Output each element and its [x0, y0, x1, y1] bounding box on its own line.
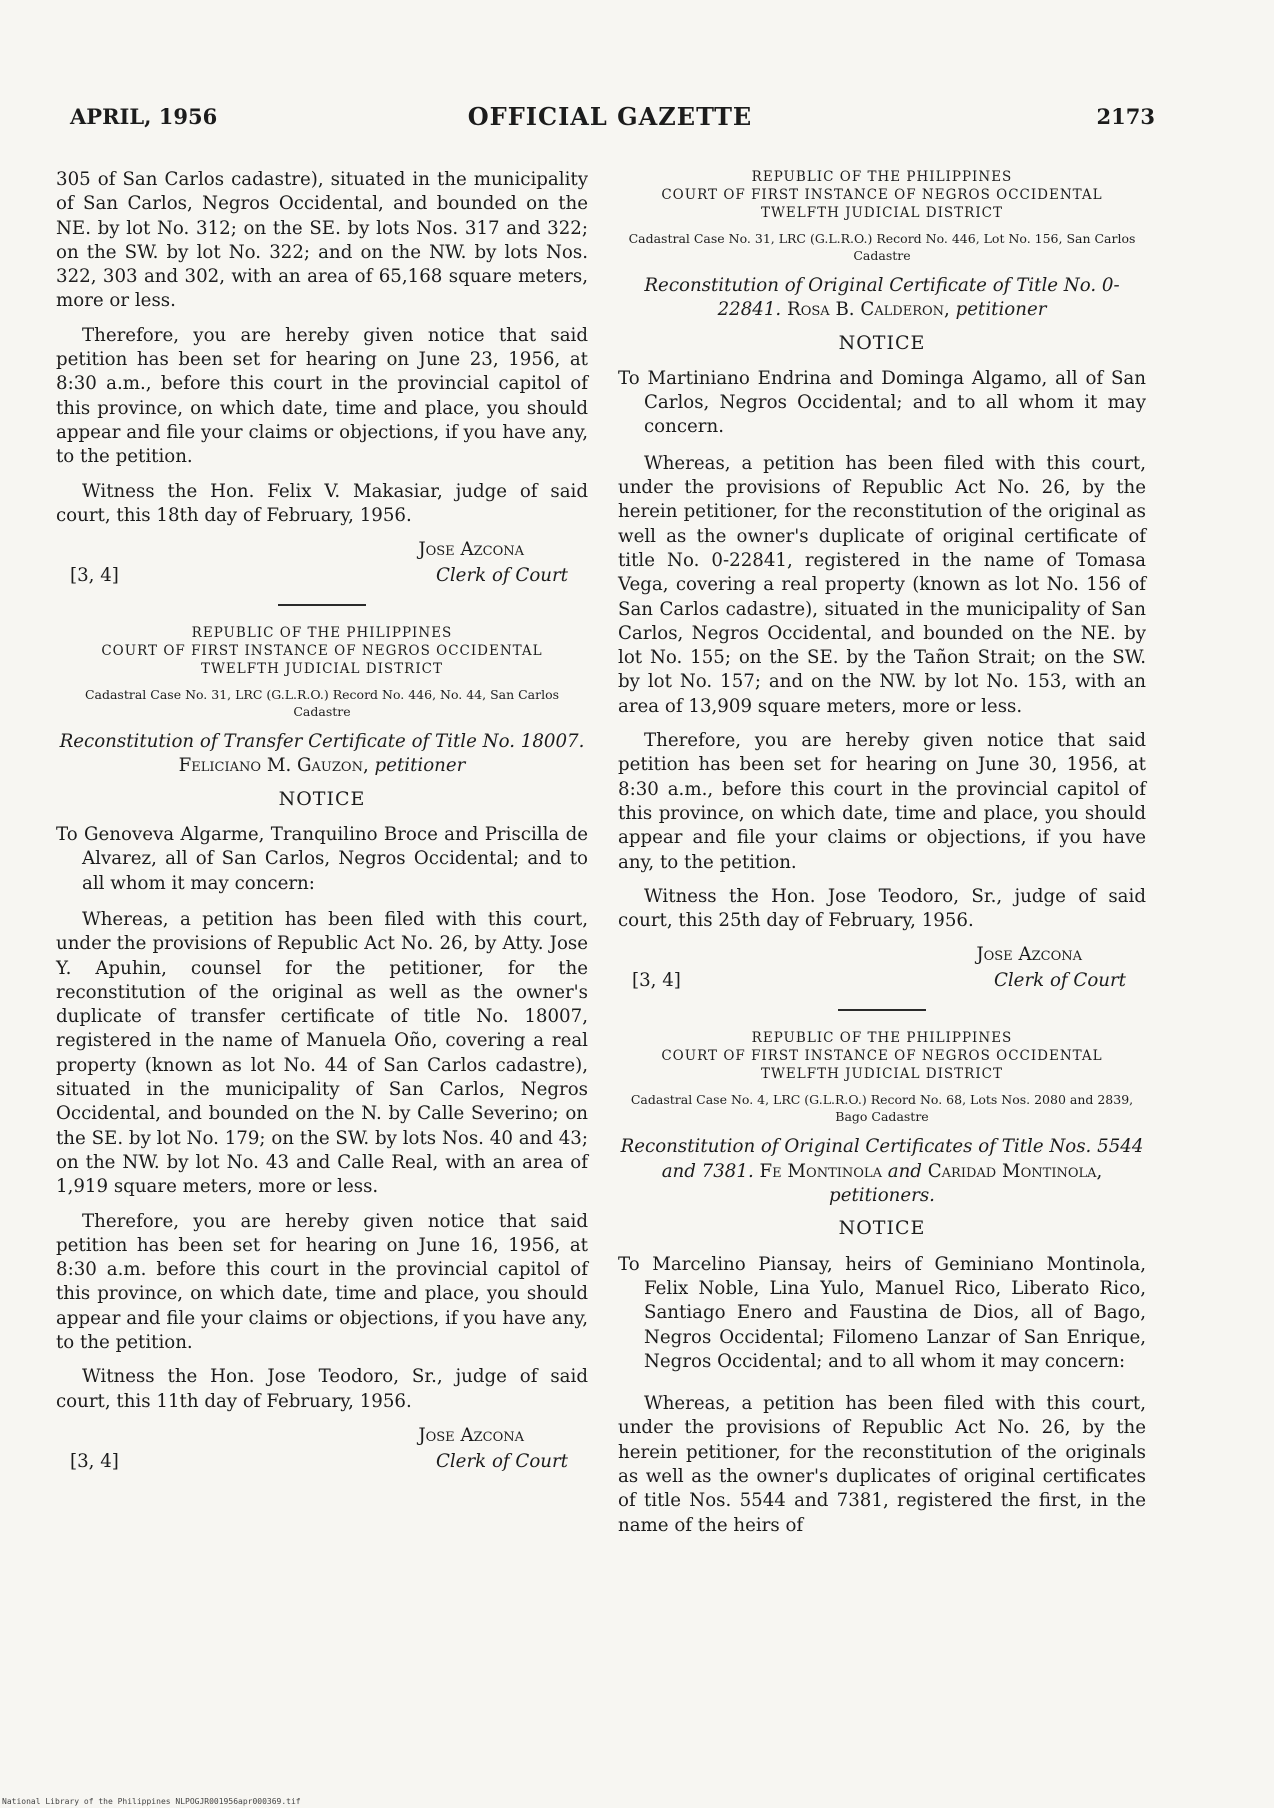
notice-heading: NOTICE	[838, 331, 926, 354]
petition-title	[56, 730, 588, 779]
case-reference: Cadastral Case No. 31, LRC (G.L.R.O.) Record No. 446, No. 44, San Carlos Cadastre	[84, 687, 560, 720]
notice-gauzon	[56, 624, 588, 1476]
notice-montinola	[618, 1029, 1146, 1537]
witness-paragraph: Witness the Hon. Jose Teodoro, Sr., judge of said court, this 25th day of February, 1956.	[618, 885, 1146, 932]
clerk-name: Jose Azcona	[418, 1424, 524, 1446]
conjunction: and	[887, 1160, 922, 1182]
clerk-name: Jose Azcona	[418, 539, 524, 561]
petitioner-role: petitioner	[955, 299, 1047, 321]
signature-block	[56, 1424, 588, 1476]
notice-heading: NOTICE	[838, 1217, 926, 1240]
notice-heading: NOTICE	[278, 787, 366, 810]
continuation-paragraph: 305 of San Carlos cadastre), situated in the municipality of San Carlos, Negros Occidental, and bounded on the NE. by lot No. 312; on the SE. by lots Nos. 317 and 322; on the SW. by lot No. 322; and on the NW. by lots Nos. 322, 303 and 302, with an area of 65,168 square meters, more or less.	[56, 169, 588, 312]
petitioner-name: Rosa B. Calderon,	[787, 299, 950, 321]
publication-title: OFFICIAL GAZETTE	[467, 102, 753, 131]
addressee: To Martiniano Endrina and Dominga Algamo, all of San Carlos, Negros Occidental; and to all whom it may concern.	[618, 367, 1146, 438]
issue-ref: [3, 4]	[632, 970, 681, 992]
petition-title	[618, 1135, 1146, 1208]
republic-line: REPUBLIC OF THE PHILIPPINES	[191, 625, 453, 642]
case-reference: Cadastral Case No. 4, LRC (G.L.R.O.) Record No. 68, Lots Nos. 2080 and 2839, Bago Cadastre	[630, 1092, 1134, 1125]
issue-ref: [3, 4]	[70, 565, 119, 587]
district-line: TWELFTH JUDICIAL DISTRICT	[761, 1066, 1003, 1083]
court-heading	[618, 1029, 1146, 1083]
republic-line: REPUBLIC OF THE PHILIPPINES	[751, 1030, 1013, 1047]
petitioner-name-2: Caridad Montinola,	[927, 1160, 1103, 1182]
petition-title	[618, 274, 1146, 323]
petitioner-name: Fe Montinola	[759, 1160, 882, 1182]
petition-subject: Reconstitution of Transfer Certificate of Title No. 18007.	[59, 731, 585, 753]
signature-block	[618, 943, 1146, 995]
clerk-title: Clerk of Court	[435, 1450, 568, 1472]
petition-subject: Reconstitution of Original Certificates of Title Nos. 5544 and 7381.	[620, 1136, 1144, 1182]
therefore-paragraph: Therefore, you are hereby given notice that said petition has been set for hearing on June 16, 1956, at 8:30 a.m. before this court in the provincial capitol of this province, on which date, time and place, you should appear and file your claims or objections, if you have any, to the petition.	[56, 1210, 588, 1353]
court-line: COURT OF FIRST INSTANCE OF NEGROS OCCIDENTAL	[661, 187, 1103, 203]
whereas-paragraph: Whereas, a petition has been filed with this court, under the provisions of Republic Act No. 26, by the herein petitioner, for the reconstitution of the originals as well as the owner's duplicates of original certificates of title Nos. 5544 and 7381, registered the first, in the name of the heirs of	[618, 1393, 1146, 1536]
signature-block	[56, 538, 588, 590]
issue-date: APRIL, 1956	[70, 104, 218, 129]
district-line: TWELFTH JUDICIAL DISTRICT	[761, 205, 1003, 221]
left-column	[56, 168, 588, 1488]
page-number: 2173	[1096, 104, 1155, 129]
witness-paragraph: Witness the Hon. Felix V. Makasiar, judge of said court, this 18th day of February, 1956.	[56, 480, 588, 526]
court-line: COURT OF FIRST INSTANCE OF NEGROS OCCIDENTAL	[101, 643, 543, 660]
court-line: COURT OF FIRST INSTANCE OF NEGROS OCCIDENTAL	[661, 1048, 1103, 1065]
whereas-paragraph: Whereas, a petition has been filed with this court, under the provisions of Republic Act No. 26, by the herein petitioner, for the reconstitution of the original as well as the owner's duplicate of original certificate of title No. 0-22841, registered in the name of Tomasa Vega, covering a real property (known as lot No. 156 of San Carlos cadastre), situated in the municipality of San Carlos, Negros Occidental, and bounded on the NE. by lot No. 155; on the SE. by the Tañon Strait; on the SW. by lot No. 157; and on the NW. by lot No. 153, with an area of 13,909 square meters, more or less.	[618, 452, 1146, 717]
scan-footer: National Library of the Philippines NLPOGJR001956apr000369.tif	[2, 1797, 301, 1806]
clerk-title: Clerk of Court	[993, 970, 1126, 992]
case-reference: Cadastral Case No. 31, LRC (G.L.R.O.) Record No. 446, Lot No. 156, San Carlos Cadastre	[628, 231, 1136, 263]
issue-ref: [3, 4]	[70, 1450, 119, 1472]
section-divider	[278, 604, 366, 606]
right-column	[618, 168, 1146, 1548]
petitioner-role: petitioners.	[829, 1185, 935, 1207]
section-divider	[838, 1009, 926, 1011]
page-header	[70, 100, 1155, 140]
addressee: To Marcelino Piansay, heirs of Geminiano Montinola, Felix Noble, Lina Yulo, Manuel Rico, Liberato Rico, Santiago Enero and Faustina de Dios, all of Bago, Negros Occidental; Filomeno Lanzar of San Enrique, Negros Occidental; and to all whom it may concern:	[618, 1253, 1146, 1372]
petitioner-role: petitioner	[374, 755, 466, 777]
district-line: TWELFTH JUDICIAL DISTRICT	[201, 661, 443, 678]
witness-paragraph: Witness the Hon. Jose Teodoro, Sr., judge of said court, this 11th day of February, 1956.	[56, 1366, 588, 1412]
therefore-paragraph: Therefore, you are hereby given notice that said petition has been set for hearing on June 23, 1956, at 8:30 a.m., before this court in the provincial capitol of this province, on which date, time and place, you should appear and file your claims or objections, if you have any, to the petition.	[56, 324, 588, 468]
notice-calderon	[618, 168, 1146, 995]
clerk-title: Clerk of Court	[435, 565, 568, 587]
republic-line: REPUBLIC OF THE PHILIPPINES	[751, 169, 1013, 185]
petition-subject: Reconstitution of Original Certificate of Title No. 0-22841.	[644, 275, 1120, 321]
clerk-name: Jose Azcona	[976, 944, 1082, 966]
court-heading	[618, 168, 1146, 222]
whereas-paragraph: Whereas, a petition has been filed with this court, under the provisions of Republic Act No. 26, by Atty. Jose Y. Apuhin, counsel for the petitioner, for the reconstitution of the original as well as the owner's duplicate of transfer certificate of title No. 18007, registered in the name of Manuela Oño, covering a real property (known as lot No. 44 of San Carlos cadastre), situated in the municipality of San Carlos, Negros Occidental, and bounded on the N. by Calle Severino; on the SE. by lot No. 179; on the SW. by lots Nos. 40 and 43; on the NW. by lot No. 43 and Calle Real, with an area of 1,919 square meters, more or less.	[56, 908, 588, 1198]
therefore-paragraph: Therefore, you are hereby given notice that said petition has been set for hearing on June 30, 1956, at 8:30 a.m., before this court in the provincial capitol of this province, on which date, time and place, you should appear and file your claims or objections, if you have any, to the petition.	[618, 730, 1146, 873]
petitioner-name: Feliciano M. Gauzon,	[178, 755, 369, 777]
addressee: To Genoveva Algarme, Tranquilino Broce and Priscilla de Alvarez, all of San Carlos, Negros Occidental; and to all whom it may concern:	[56, 824, 588, 894]
court-heading	[56, 624, 588, 678]
